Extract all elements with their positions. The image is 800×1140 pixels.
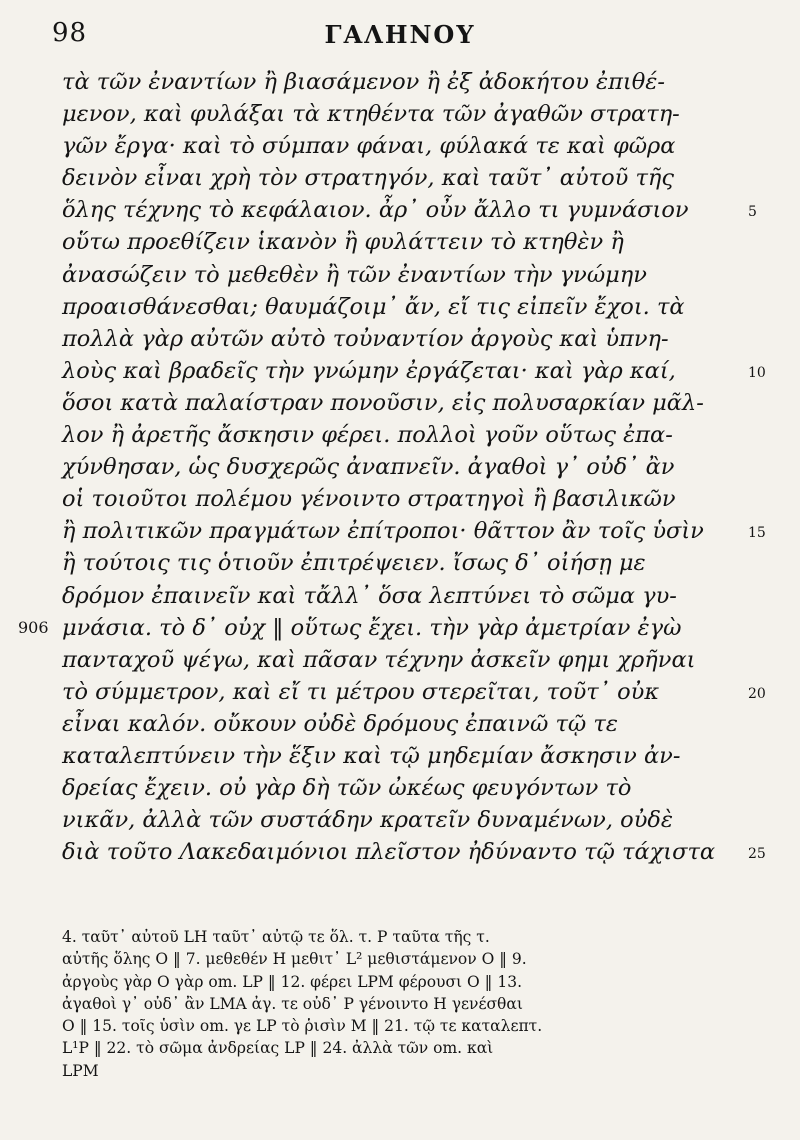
text-line bbox=[62, 483, 734, 515]
line-text: πανταχοῦ ψέγω, καὶ πᾶσαν τέχνην ἀσκεῖν φημι χρῆναι bbox=[62, 646, 696, 673]
line-number: 15 bbox=[748, 525, 766, 542]
text-line bbox=[62, 580, 734, 612]
text-line bbox=[62, 772, 734, 804]
line-text: τὸ σύμμετρον, καὶ εἴ τι μέτρου στερεῖται, τοῦτ᾽ οὐκ bbox=[62, 678, 660, 705]
text-line bbox=[62, 836, 766, 868]
line-text: καταλεπτύνειν τὴν ἕξιν καὶ τῷ μηδεμίαν ἄσκησιν ἀν- bbox=[62, 742, 681, 769]
text-line bbox=[62, 387, 734, 419]
line-text: λοὺς καὶ βραδεῖς τὴν γνώμην ἐργάζεται· καὶ γὰρ καί, bbox=[62, 357, 676, 384]
line-text: διὰ τοῦτο Λακεδαιμόνιοι πλεῖστον ἠδύναντο τῷ τάχιστα bbox=[62, 839, 716, 866]
apparatus-line: LPM bbox=[62, 1061, 99, 1080]
line-text: ἢ πολιτικῶν πραγμάτων ἐπίτροποι· θᾶττον ἂν τοῖς ὑσὶν bbox=[62, 518, 704, 545]
line-text: μενον, καὶ φυλάξαι τὰ κτηθέντα τῶν ἀγαθῶν στρατη- bbox=[62, 101, 680, 128]
text-line bbox=[62, 515, 766, 547]
text-line bbox=[62, 451, 734, 483]
line-text: δρόμον ἐπαινεῖν καὶ τἄλλ᾽ ὅσα λεπτύνει τὸ σῶμα γυ- bbox=[62, 582, 677, 609]
text-line bbox=[62, 194, 757, 226]
line-text: ὅλης τέχνης τὸ κεφάλαιον. ἆρ᾽ οὖν ἄλλο τι γυμνάσιον bbox=[62, 197, 689, 224]
apparatus-line: O ‖ 15. τοῖς ὑσὶν om. γε LP τὸ ῥισὶν M ‖ 21. τῷ τε καταλεπτ. bbox=[62, 1017, 543, 1036]
text-line bbox=[62, 644, 734, 676]
text-line bbox=[62, 291, 734, 323]
text-line bbox=[62, 259, 734, 291]
line-text: εἶναι καλόν. οὔκουν οὐδὲ δρόμους ἐπαινῶ τῷ τε bbox=[62, 710, 618, 737]
line-text: λον ἢ ἀρετῆς ἄσκησιν φέρει. πολλοὶ γοῦν οὕτως ἐπα- bbox=[62, 422, 673, 449]
line-number: 20 bbox=[748, 685, 766, 702]
line-text: δεινὸν εἶναι χρὴ τὸν στρατηγόν, καὶ ταῦτ᾽ αὐτοῦ τῆς bbox=[62, 165, 675, 192]
text-line bbox=[62, 804, 734, 836]
text-line bbox=[62, 66, 734, 98]
text-line bbox=[62, 162, 734, 194]
line-number: 5 bbox=[748, 204, 757, 221]
text-line bbox=[62, 708, 734, 740]
line-text: δρείας ἔχειν. οὐ γὰρ δὴ τῶν ὠκέως φευγόντων τὸ bbox=[62, 775, 632, 802]
line-text: τὰ τῶν ἐναντίων ἢ βιασάμενον ἢ ἐξ ἀδοκήτου ἐπιθέ- bbox=[62, 69, 665, 95]
line-text: νικᾶν, ἀλλὰ τῶν συστάδην κρατεῖν δυναμένων, οὐδὲ bbox=[62, 807, 674, 834]
main-text bbox=[18, 66, 766, 868]
line-text: χύνθησαν, ὡς δυσχερῶς ἀναπνεῖν. ἀγαθοὶ γ᾽ οὐδ᾽ ἂν bbox=[62, 454, 675, 481]
apparatus-line: ἀγαθοὶ γ᾽ οὐδ᾽ ἂν LMA ἀγ. τε οὐδ᾽ P γένοιντο H γενέσθαι bbox=[62, 994, 523, 1013]
line-text: ὅσοι κατὰ παλαίστραν πονοῦσιν, εἰς πολυσαρκίαν μᾶλ- bbox=[62, 389, 704, 416]
line-text: προαισθάνεσθαι; θαυμάζοιμ᾽ ἄν, εἴ τις εἰπεῖν ἔχοι. τὰ bbox=[62, 293, 685, 320]
page-number: 98 bbox=[52, 18, 88, 48]
line-number: 25 bbox=[748, 846, 766, 863]
text-line bbox=[62, 419, 734, 451]
text-line bbox=[18, 612, 734, 644]
critical-apparatus bbox=[62, 926, 734, 1082]
text-line bbox=[62, 130, 734, 162]
text-line bbox=[62, 355, 766, 387]
running-head bbox=[0, 14, 800, 54]
margin-reference: 906 bbox=[18, 617, 49, 637]
running-title: ΓΑΛΗΝΟΥ bbox=[324, 20, 476, 49]
text-line bbox=[62, 226, 734, 258]
apparatus-line: 4. ταῦτ᾽ αὐτοῦ LH ταῦτ᾽ αὐτῷ τε ὅλ. τ. P ταῦτα τῆς τ. bbox=[62, 928, 490, 946]
text-line bbox=[62, 676, 766, 708]
apparatus-line: L¹P ‖ 22. τὸ σῶμα ἀνδρείας LP ‖ 24. ἀλλὰ τῶν om. καὶ bbox=[62, 1039, 494, 1058]
apparatus-line: ἀργοὺς γὰρ O γὰρ om. LP ‖ 12. φέρει LPM φέρουσι O ‖ 13. bbox=[62, 972, 523, 991]
apparatus-line: αὐτῆς ὅλης O ‖ 7. μεθεθέν H μεθιτ᾽ L² μεθιστάμενον O ‖ 9. bbox=[62, 950, 527, 969]
text-line bbox=[62, 740, 734, 772]
line-text: οἱ τοιοῦτοι πολέμου γένοιντο στρατηγοὶ ἢ βασιλικῶν bbox=[62, 486, 676, 513]
line-text: ἢ τούτοις τις ὁτιοῦν ἐπιτρέψειεν. ἴσως δ᾽ οἰήσῃ με bbox=[62, 550, 646, 577]
line-text: γῶν ἔργα· καὶ τὸ σύμπαν φάναι, φύλακά τε καὶ φῶρα bbox=[62, 133, 676, 160]
line-text: ἀνασώζειν τὸ μεθεθὲν ἢ τῶν ἐναντίων τὴν γνώμην bbox=[62, 261, 647, 288]
text-line bbox=[62, 323, 734, 355]
line-text: μνάσια. τὸ δ᾽ οὐχ ‖ οὕτως ἔχει. τὴν γὰρ ἀμετρίαν ἐγὼ bbox=[62, 614, 682, 641]
line-number: 10 bbox=[748, 364, 766, 381]
line-text: πολλὰ γὰρ αὐτῶν αὐτὸ τοὐναντίον ἀργοὺς καὶ ὑπνη- bbox=[62, 325, 669, 352]
text-line bbox=[62, 98, 734, 130]
text-line bbox=[62, 547, 734, 579]
line-text: οὕτω προεθίζειν ἱκανὸν ἢ φυλάττειν τὸ κτηθὲν ἢ bbox=[62, 229, 624, 256]
